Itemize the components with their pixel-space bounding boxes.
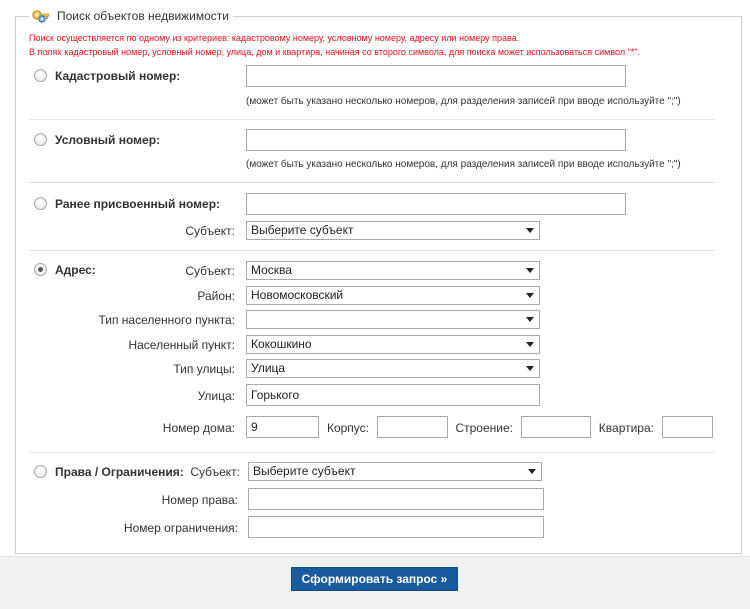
radio-address[interactable] (34, 263, 47, 276)
district-value: Новомосковский (251, 288, 344, 302)
page-title: Поиск объектов недвижимости (57, 9, 230, 23)
house-label: Номер дома: (162, 421, 235, 435)
chevron-down-icon (526, 268, 534, 273)
address-subject-label: Субъект: (185, 264, 235, 278)
cadastral-input[interactable] (246, 65, 626, 87)
building-label: Корпус: (326, 421, 369, 435)
right-number-label: Номер права: (161, 493, 238, 507)
previous-subject-label: Субъект: (185, 224, 235, 238)
street-input[interactable]: Горького (246, 384, 540, 406)
building-input[interactable] (377, 416, 448, 438)
conditional-label: Условный номер: (55, 133, 161, 147)
chevron-down-icon (526, 317, 534, 322)
restriction-number-input[interactable] (248, 516, 544, 538)
previous-number-input[interactable] (246, 193, 626, 215)
conditional-hint: (может быть указано несколько номеров, для разделения записей при вводе используйте ";") (246, 159, 681, 170)
district-label: Район: (197, 289, 235, 303)
radio-rights[interactable] (34, 465, 47, 478)
cadastral-hint: (может быть указано несколько номеров, для разделения записей при вводе используйте ";") (246, 96, 681, 107)
divider (29, 119, 715, 120)
right-number-input[interactable] (248, 488, 544, 510)
rights-subject-select[interactable] (248, 462, 542, 481)
search-note-criteria: Поиск осуществляется по одному из критериев: кадастровому номеру, условному номеру, адресу или номеру права. (29, 33, 520, 43)
divider (29, 182, 715, 183)
street-type-label: Тип улицы: (173, 362, 235, 376)
radio-conditional[interactable] (34, 133, 47, 146)
apartment-label: Квартира: (598, 421, 654, 435)
street-type-select[interactable] (246, 359, 540, 378)
rights-subject-label: Субъект: (190, 465, 240, 479)
rights-subject-value: Выберите субъект (253, 464, 356, 478)
chevron-down-icon (526, 366, 534, 371)
radio-cadastral[interactable] (34, 69, 47, 82)
chevron-down-icon (526, 228, 534, 233)
conditional-input[interactable] (246, 129, 626, 151)
search-note-wildcard: В полях кадастровый номер, условный номер, улица, дом и квартира, начиная со второго символа, для поиска может использоваться символ "*". (29, 47, 640, 57)
restriction-number-label: Номер ограничения: (123, 521, 238, 535)
chevron-down-icon (528, 469, 536, 474)
submit-request-button[interactable]: Сформировать запрос » (291, 567, 458, 591)
street-type-value: Улица (251, 361, 286, 375)
apartment-input[interactable] (662, 416, 713, 438)
settlement-label: Населенный пункт: (128, 338, 235, 352)
settlement-type-select[interactable] (246, 310, 540, 329)
fieldset-legend (29, 7, 233, 25)
cadastral-label: Кадастровый номер: (55, 69, 181, 83)
street-label: Улица: (197, 389, 235, 403)
structure-input[interactable] (521, 416, 591, 438)
district-select[interactable] (246, 286, 540, 305)
previous-subject-select[interactable] (246, 221, 540, 240)
address-subject-value: Москва (251, 263, 292, 277)
keys-icon (31, 8, 51, 24)
address-label: Адрес: (55, 263, 96, 277)
radio-previous-number[interactable] (34, 197, 47, 210)
settlement-value: Кокошкино (251, 337, 312, 351)
chevron-down-icon (526, 342, 534, 347)
structure-label: Строение: (455, 421, 513, 435)
divider (29, 250, 715, 251)
settlement-select[interactable] (246, 335, 540, 354)
settlement-type-label: Тип населенного пункта: (98, 313, 235, 327)
rights-label: Права / Ограничения: (55, 465, 184, 479)
divider (29, 452, 715, 453)
house-input[interactable]: 9 (246, 416, 319, 438)
previous-number-label: Ранее присвоенный номер: (55, 197, 221, 211)
address-subject-select[interactable] (246, 261, 540, 280)
chevron-down-icon (526, 293, 534, 298)
previous-subject-value: Выберите субъект (251, 223, 354, 237)
